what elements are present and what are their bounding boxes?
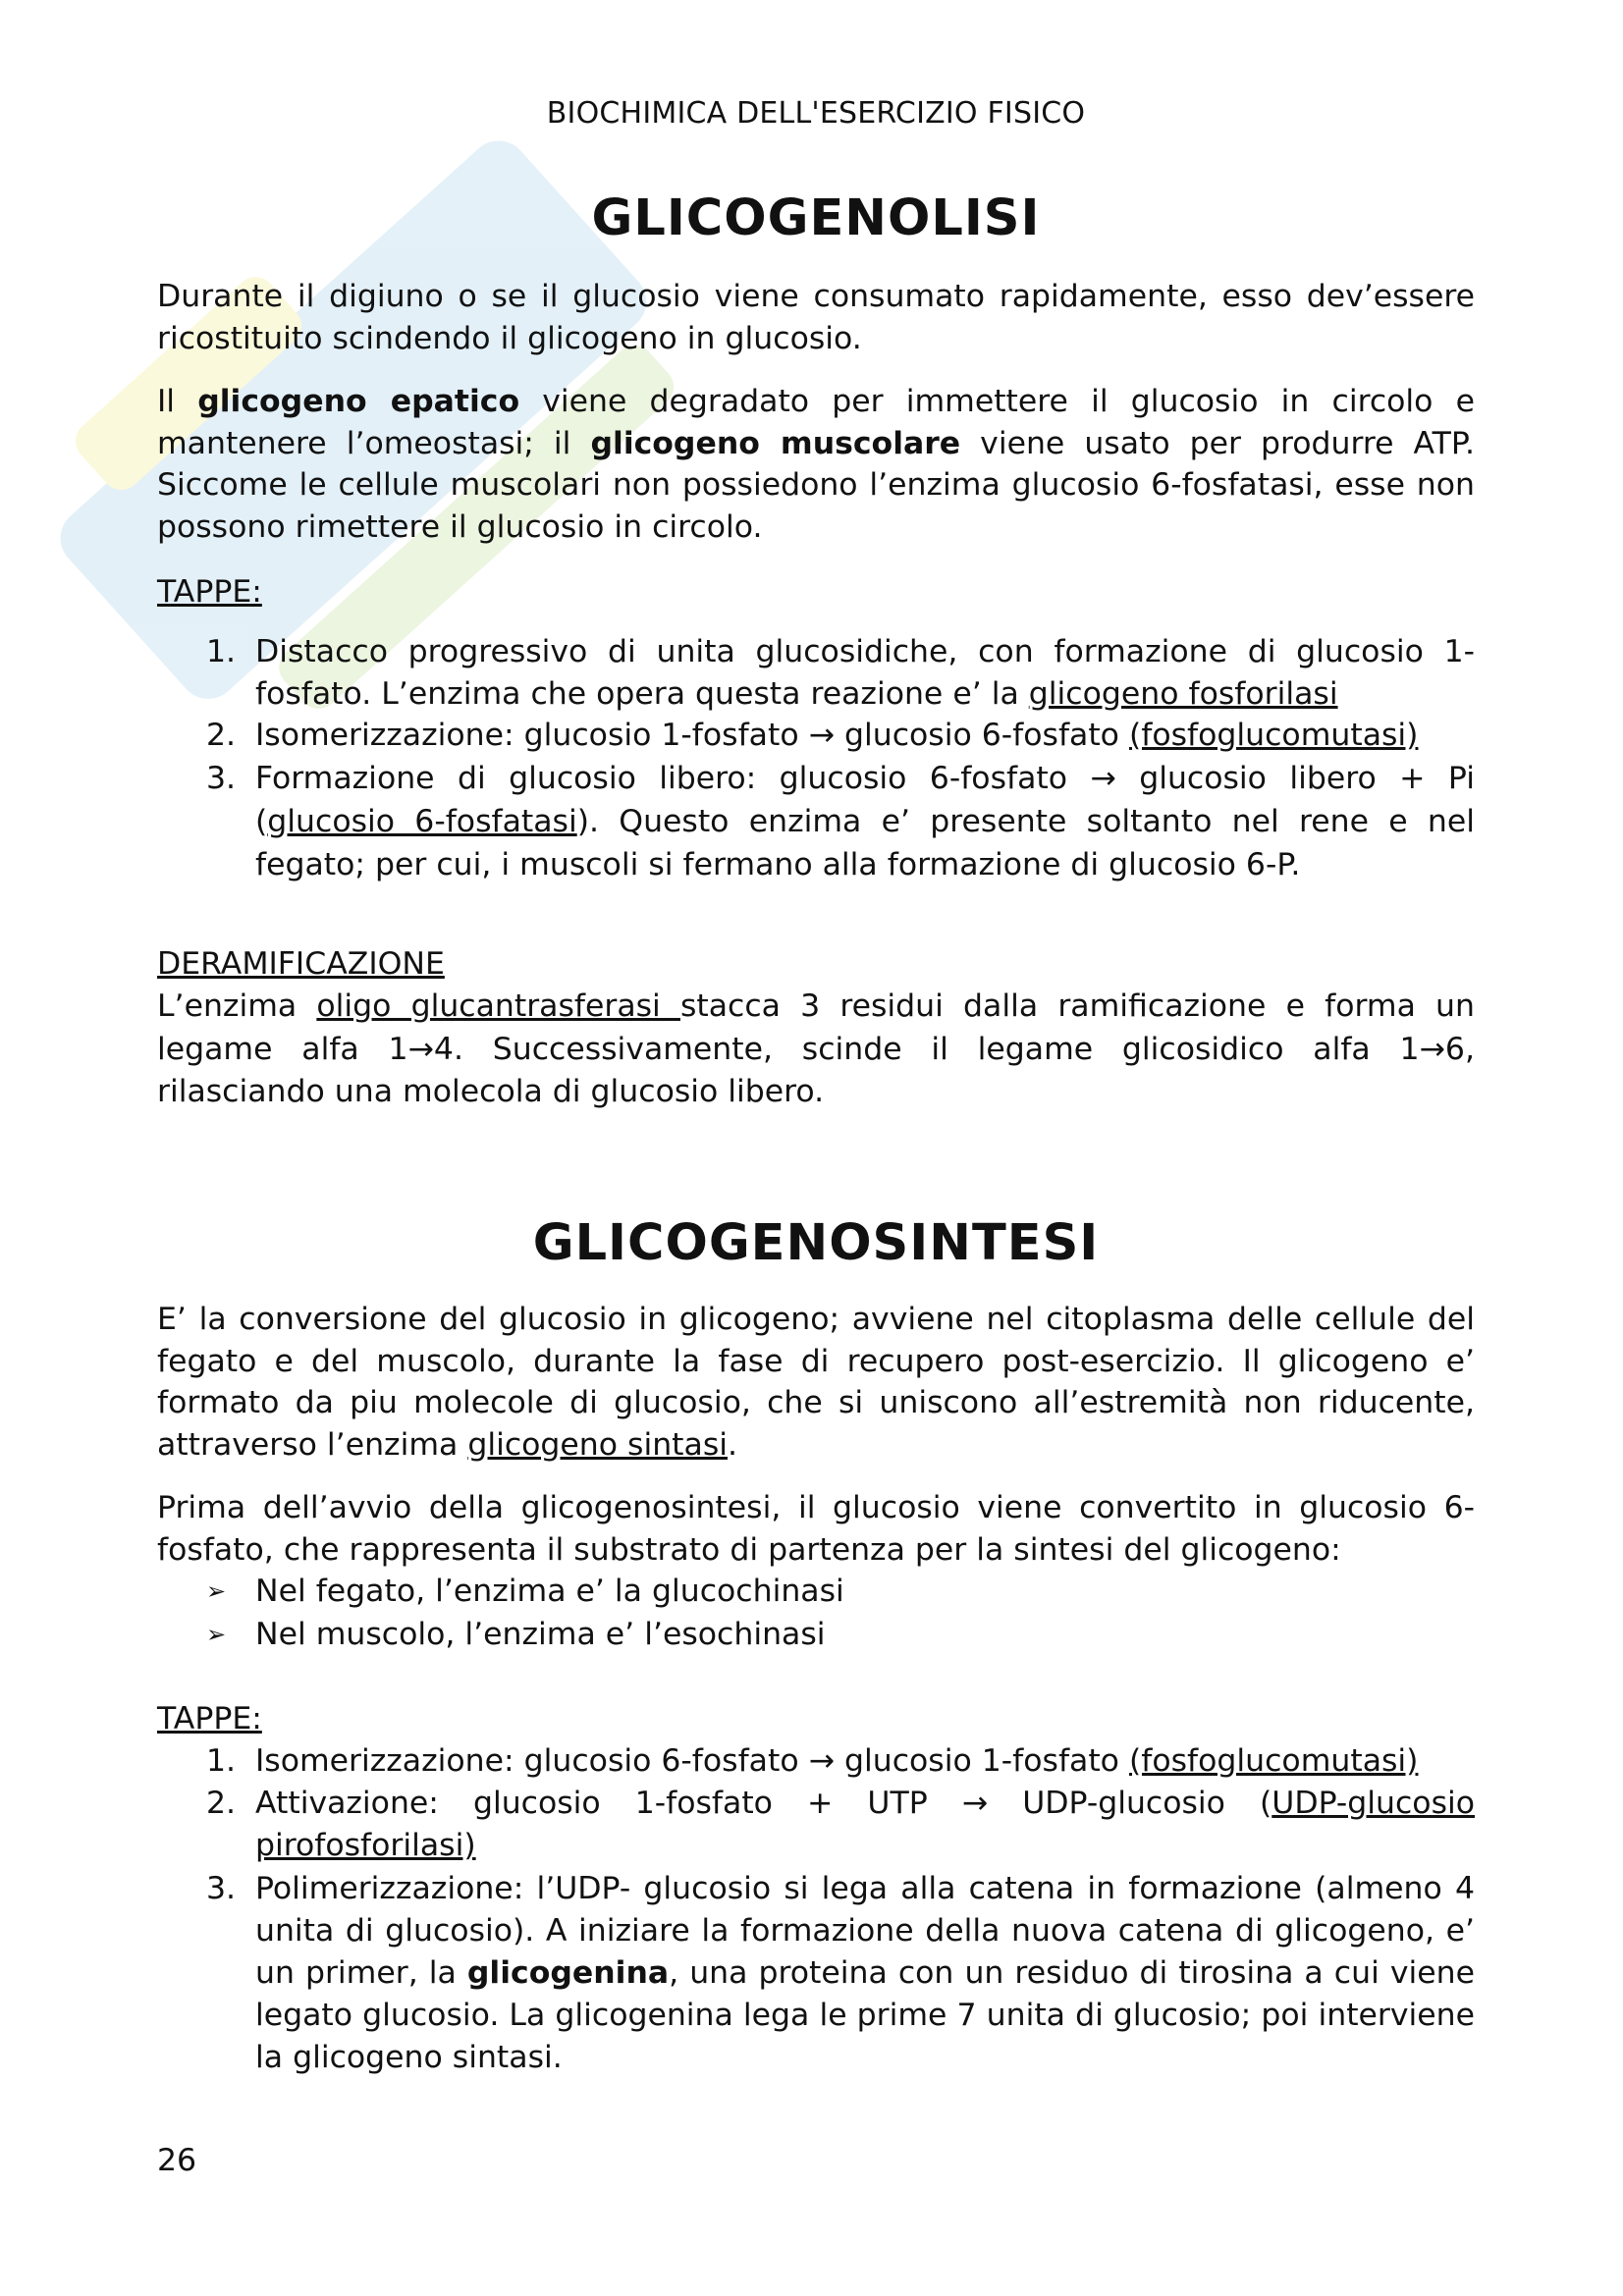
section-title-glicogenolisi: GLICOGENOLISI [591, 189, 1041, 247]
glicogenosintesi-steps [157, 1740, 1475, 2080]
paragraph-prima: Prima dell’avvio della glicogenosintesi, il glucosio viene convertito in glucosio 6-fosfato, che rappresenta il substrato di partenza per la sintesi del glicogeno: [157, 1490, 1475, 1568]
page-number: 26 [157, 2143, 197, 2178]
deramificazione-label: DERAMIFICAZIONE [157, 946, 445, 982]
enzyme-bullets [157, 1570, 844, 1656]
paragraph-deramificazione: L’enzima oligo glucantrasferasi stacca 3 residui dalla ramificazione e forma un legame alfa 1→4. Successivamente, scinde il legame glicosidico alfa 1→6, rilasciando una molecola di glucosio libero. [157, 988, 1475, 1109]
tappe-label: TAPPE: [157, 574, 262, 610]
list-item: ➢ Nel muscolo, l’enzima e’ l’esochinasi [206, 1617, 826, 1652]
list-item: 3. Polimerizzazione: l’UDP- glucosio si lega alla catena in formazione (almeno 4 unita di glucosio). A iniziare la formazione della nuova catena di glicogeno, e’ un primer, la glicogenina, una proteina con un residuo di tirosina a cui viene legato glucosio. La glicogenina lega le prime 7 unita di glucosio; poi interviene la glicogeno sintasi. [206, 1870, 1475, 2076]
running-header: BIOCHIMICA DELL'ESERCIZIO FISICO [546, 96, 1086, 131]
glicogenolisi-steps [157, 631, 1475, 886]
tappe-label-2: TAPPE: [157, 1701, 262, 1736]
paragraph-conversione: E’ la conversione del glucosio in glicogeno; avviene nel citoplasma delle cellule del fegato e del muscolo, durante la fase di recupero post-esercizio. Il glicogeno e’ formato da piu molecole di glucosio, che si uniscono all’estremità non riducente, attraverso l’enzima glicogeno sintasi. [157, 1302, 1475, 1463]
section-title-glicogenosintesi: GLICOGENOSINTESI [532, 1214, 1100, 1272]
paragraph-intro: Durante il digiuno o se il glucosio viene consumato rapidamente, esso dev’essere ricostituito scindendo il glicogeno in glucosio. [157, 279, 1475, 356]
list-item: 3. Formazione di glucosio libero: glucosio 6-fosfato → glucosio libero + Pi (glucosio 6-fosfatasi). Questo enzima e’ presente soltanto nel rene e nel fegato; per cui, i muscoli si fermano alla formazione di glucosio 6-P. [206, 760, 1475, 882]
paragraph-glicogeno: Il glicogeno epatico viene degradato per immettere il glucosio in circolo e mantenere l’omeostasi; il glicogeno muscolare viene usato per produrre ATP. Siccome le cellule muscolari non possiedono l’enzima glucosio 6-fosfatasi, esse non possono rimettere il glucosio in circolo. [157, 384, 1475, 545]
list-item: 1. Distacco progressivo di unita glucosidiche, con formazione di glucosio 1-fosfato. L’enzima che opera questa reazione e’ la glicogeno fosforilasi [206, 634, 1475, 712]
list-item: ➢ Nel fegato, l’enzima e’ la glucochinasi [206, 1574, 844, 1609]
list-item: 1. Isomerizzazione: glucosio 6-fosfato → glucosio 1-fosfato (fosfoglucomutasi) [206, 1743, 1419, 1779]
list-item: 2. Isomerizzazione: glucosio 1-fosfato → glucosio 6-fosfato (fosfoglucomutasi) [206, 718, 1419, 753]
list-item: 2. Attivazione: glucosio 1-fosfato + UTP → UDP-glucosio (UDP-glucosio pirofosforilasi) [206, 1786, 1475, 1864]
